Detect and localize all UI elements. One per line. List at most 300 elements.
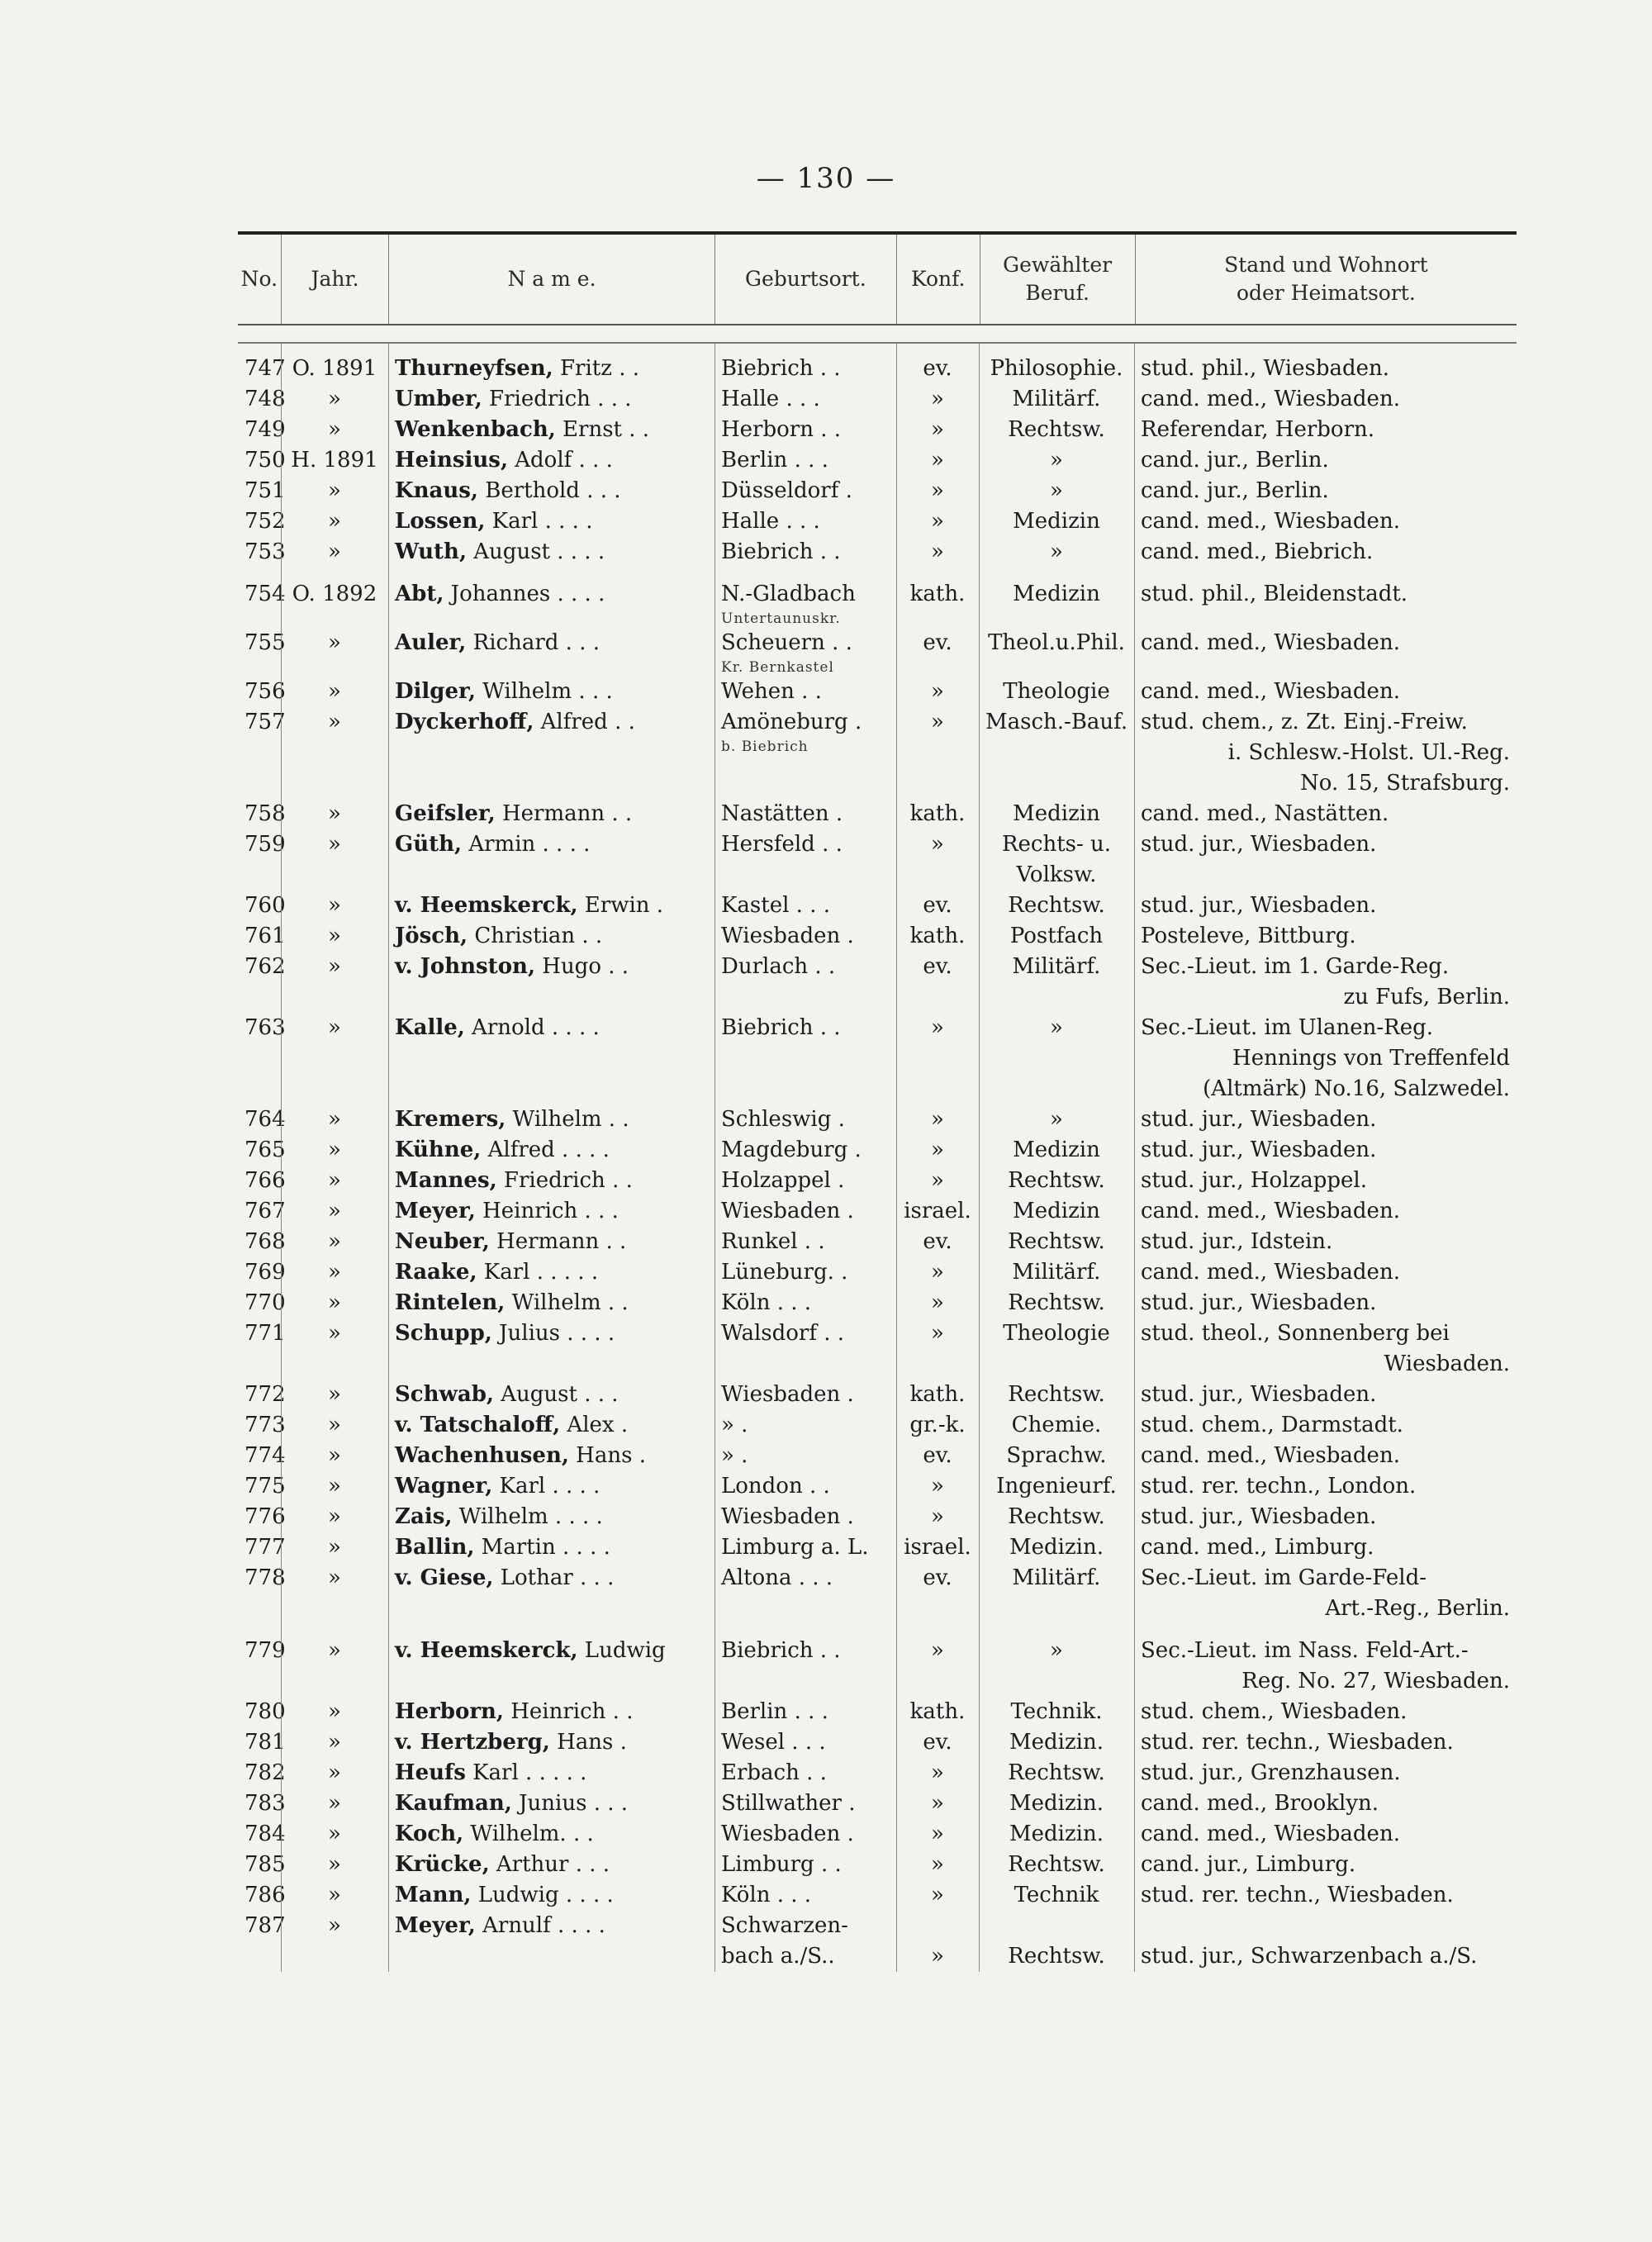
- row-given-name: Heinrich . . .: [475, 1199, 619, 1223]
- row-stand: [1134, 1318, 1517, 1380]
- row-name: [388, 1819, 714, 1850]
- table-row: [238, 476, 1517, 506]
- row-given-name: Hans .: [549, 1730, 627, 1755]
- row-beruf: [979, 1441, 1134, 1471]
- row-year: O. 1892: [292, 582, 377, 606]
- row-surname: Heinsius,: [395, 448, 508, 473]
- row-stand: [1134, 1471, 1517, 1502]
- row-konf-text: »: [931, 1883, 944, 1907]
- row-birthplace: [714, 1318, 896, 1380]
- row-surname: Schwab,: [395, 1382, 494, 1407]
- row-year: »: [328, 1883, 341, 1907]
- table-row: [238, 1727, 1517, 1758]
- header-birthplace: Geburtsort.: [715, 235, 897, 324]
- row-number: 769: [244, 1260, 286, 1285]
- row-stand-cont: Hennings von Treffenfeld: [1232, 1046, 1510, 1071]
- row-beruf-text: Militärf.: [1012, 1260, 1101, 1285]
- row-surname: v. Hertzberg,: [395, 1730, 550, 1755]
- row-surname: Dyckerhoff,: [395, 710, 534, 734]
- row-stand: [1134, 677, 1517, 707]
- row-stand-cont: Art.-Reg., Berlin.: [1325, 1596, 1510, 1621]
- row-year: »: [328, 1638, 341, 1663]
- row-stand: [1134, 1850, 1517, 1880]
- row-birthplace: [714, 1911, 896, 1972]
- row-year: »: [328, 1474, 341, 1499]
- row-birthplace: [714, 506, 896, 537]
- row-surname: v. Heemskerck,: [395, 1638, 578, 1663]
- row-given-name: Armin . . . .: [462, 832, 591, 857]
- row-konf: [896, 384, 979, 415]
- row-birthplace-text: Halle . . .: [721, 387, 820, 411]
- row-konf: [896, 952, 979, 1013]
- row-given-name: Alfred . .: [534, 710, 635, 734]
- row-year: »: [328, 1791, 341, 1816]
- row-surname: Meyer,: [395, 1199, 476, 1223]
- row-given-name: Wilhelm . . .: [475, 679, 613, 704]
- row-year: »: [328, 1504, 341, 1529]
- row-stand: [1134, 1257, 1517, 1288]
- row-stand-text: cand. med., Biebrich.: [1141, 539, 1374, 564]
- row-beruf: [979, 1563, 1134, 1624]
- row-beruf-text: Sprachw.: [1006, 1443, 1107, 1468]
- row-konf: [896, 1318, 979, 1380]
- row-konf-text: »: [931, 1760, 944, 1785]
- row-given-name: Fritz . .: [553, 356, 639, 381]
- row-stand: [1134, 1758, 1517, 1788]
- row-birthplace-text: Wiesbaden .: [721, 1504, 854, 1529]
- row-name: [388, 1135, 714, 1166]
- row-given-name: Johannes . . . .: [444, 582, 605, 606]
- table-row: [238, 1410, 1517, 1441]
- row-konf: [896, 1196, 979, 1227]
- row-number: 762: [244, 954, 286, 979]
- table-row: [238, 1819, 1517, 1850]
- row-birthplace-text: Limburg a. L.: [721, 1535, 869, 1560]
- row-surname: Herborn,: [395, 1699, 504, 1724]
- row-surname: Lossen,: [395, 509, 486, 534]
- row-beruf: [979, 1196, 1134, 1227]
- row-given-name: Christian . .: [468, 924, 603, 948]
- row-birthplace-text: Biebrich . .: [721, 1015, 841, 1040]
- row-beruf-text: Theologie: [1003, 1321, 1110, 1346]
- row-beruf: [979, 1166, 1134, 1196]
- row-surname: Jösch,: [395, 924, 468, 948]
- row-stand-text: cand. med., Wiesbaden.: [1141, 1199, 1400, 1223]
- row-konf: [896, 1758, 979, 1788]
- row-year: »: [328, 1138, 341, 1162]
- row-surname: v. Heemskerck,: [395, 893, 578, 918]
- row-number: 749: [244, 417, 286, 442]
- row-konf: [896, 1911, 979, 1972]
- row-year: »: [328, 1565, 341, 1590]
- row-beruf: [979, 579, 1134, 628]
- row-konf-text: »: [931, 1138, 944, 1162]
- row-surname: Zais,: [395, 1504, 453, 1529]
- table-row: [238, 506, 1517, 537]
- row-beruf-text: »: [1050, 478, 1063, 503]
- row-konf-text: »: [931, 1944, 944, 1969]
- row-number: 778: [244, 1565, 286, 1590]
- row-stand: [1134, 891, 1517, 921]
- row-konf-text: »: [931, 1504, 944, 1529]
- table-row: [238, 384, 1517, 415]
- row-beruf-text: Medizin: [1013, 509, 1100, 534]
- row-konf: [896, 891, 979, 921]
- row-beruf: [979, 1104, 1134, 1135]
- row-number: 781: [244, 1730, 286, 1755]
- row-birthplace: [714, 1013, 896, 1104]
- row-birthplace: [714, 628, 896, 677]
- table-row: [238, 1441, 1517, 1471]
- row-birthplace-note: b. Biebrich: [721, 739, 809, 755]
- row-stand-text: cand. med., Wiesbaden.: [1141, 679, 1400, 704]
- row-number: 770: [244, 1290, 286, 1315]
- row-name: [388, 1636, 714, 1697]
- table-row: [238, 415, 1517, 445]
- row-given-name: Ernst . .: [555, 417, 650, 442]
- row-year: »: [328, 1913, 341, 1938]
- row-beruf-text: Philosophie.: [990, 356, 1123, 381]
- row-name: [388, 1502, 714, 1532]
- row-name: [388, 1697, 714, 1727]
- row-konf-text: »: [931, 1822, 944, 1846]
- row-konf: [896, 1166, 979, 1196]
- row-konf: [896, 1880, 979, 1911]
- row-surname: Wagner,: [395, 1474, 493, 1499]
- row-number: 760: [244, 893, 286, 918]
- table-row: [238, 1380, 1517, 1410]
- row-year: »: [328, 1699, 341, 1724]
- row-stand-cont: Wiesbaden.: [1384, 1351, 1510, 1376]
- row-konf: [896, 1636, 979, 1697]
- row-stand-text: stud. rer. techn., Wiesbaden.: [1141, 1883, 1454, 1907]
- row-birthplace-note: Untertaunuskr.: [721, 610, 841, 627]
- row-beruf-text: Medizin.: [1009, 1535, 1104, 1560]
- row-number: 771: [244, 1321, 286, 1346]
- row-stand: [1134, 1819, 1517, 1850]
- row-name: [388, 1227, 714, 1257]
- row-surname: Raake,: [395, 1260, 477, 1285]
- row-birthplace: [714, 1532, 896, 1563]
- row-konf-text: »: [931, 539, 944, 564]
- row-beruf-text: Medizin.: [1009, 1730, 1104, 1755]
- row-konf-text: ev.: [923, 1565, 952, 1590]
- row-beruf-text: Theologie: [1003, 679, 1110, 704]
- row-konf: [896, 506, 979, 537]
- row-birthplace-text: Scheuern . .: [721, 630, 852, 655]
- row-stand-spacer: [1141, 1911, 1510, 1941]
- table-row: [238, 1532, 1517, 1563]
- row-konf: [896, 354, 979, 384]
- header-name: N a m e.: [389, 235, 714, 324]
- row-konf: [896, 1563, 979, 1624]
- row-birthplace-text: Biebrich . .: [721, 539, 841, 564]
- row-stand-text: stud. theol., Sonnenberg bei: [1141, 1321, 1450, 1346]
- row-stand: [1134, 354, 1517, 384]
- row-birthplace: [714, 1288, 896, 1318]
- row-name: [388, 921, 714, 952]
- row-name: [388, 1758, 714, 1788]
- row-beruf-text: »: [1050, 1107, 1063, 1132]
- row-given-name: August . . .: [493, 1382, 619, 1407]
- row-birthplace-text: Biebrich . .: [721, 1638, 841, 1663]
- row-beruf: [979, 1227, 1134, 1257]
- row-name: [388, 579, 714, 628]
- row-birthplace-text: Halle . . .: [721, 509, 820, 534]
- table-row: [238, 1318, 1517, 1380]
- row-beruf: [979, 829, 1134, 891]
- row-given-name: Adolf . . .: [508, 448, 613, 473]
- row-konf: [896, 1227, 979, 1257]
- row-stand: [1134, 1563, 1517, 1624]
- row-stand: [1134, 1788, 1517, 1819]
- row-stand-text: stud. jur., Wiesbaden.: [1141, 1504, 1377, 1529]
- row-surname: Ballin,: [395, 1535, 475, 1560]
- row-beruf: [979, 1380, 1134, 1410]
- row-stand-text: cand. med., Wiesbaden.: [1141, 630, 1400, 655]
- row-stand: [1134, 476, 1517, 506]
- row-konf-text: kath.: [909, 1382, 966, 1407]
- row-beruf-text: Medizin: [1013, 801, 1100, 826]
- row-number: 753: [244, 539, 286, 564]
- row-name: [388, 1196, 714, 1227]
- row-surname: Kaufman,: [395, 1791, 512, 1816]
- row-year: »: [328, 801, 341, 826]
- row-stand-text: stud. jur., Wiesbaden.: [1141, 1138, 1377, 1162]
- row-year: »: [328, 1229, 341, 1254]
- row-konf: [896, 1727, 979, 1758]
- row-stand-text: stud. rer. techn., London.: [1141, 1474, 1417, 1499]
- row-beruf: [979, 445, 1134, 476]
- row-name: [388, 1166, 714, 1196]
- row-beruf: [979, 384, 1134, 415]
- row-given-name: Friedrich . . .: [482, 387, 632, 411]
- row-beruf: [979, 952, 1134, 1013]
- row-beruf-text: Medizin: [1013, 582, 1100, 606]
- row-given-name: Alex .: [560, 1413, 629, 1437]
- row-birthplace: [714, 829, 896, 891]
- row-konf: [896, 1257, 979, 1288]
- row-stand-text: stud. chem., Darmstadt.: [1141, 1413, 1403, 1437]
- row-birthplace: [714, 354, 896, 384]
- row-stand-text: stud. jur., Wiesbaden.: [1141, 832, 1377, 857]
- row-surname: Meyer,: [395, 1913, 476, 1938]
- table-row: [238, 354, 1517, 384]
- row-surname: Wachenhusen,: [395, 1443, 569, 1468]
- row-year: »: [328, 1382, 341, 1407]
- row-year: »: [328, 387, 341, 411]
- row-beruf-text: Technik: [1014, 1883, 1099, 1907]
- row-stand: [1134, 799, 1517, 829]
- row-beruf-text: Medizin: [1013, 1138, 1100, 1162]
- row-given-name: Karl . . . .: [485, 509, 593, 534]
- row-name: [388, 628, 714, 677]
- row-stand: [1134, 1196, 1517, 1227]
- table-row: [238, 1788, 1517, 1819]
- row-beruf-text: Rechtsw.: [1008, 417, 1105, 442]
- row-birthplace-text: Berlin . . .: [721, 448, 828, 473]
- row-konf: [896, 1135, 979, 1166]
- row-name: [388, 1471, 714, 1502]
- row-given-name: Friedrich . .: [496, 1168, 633, 1193]
- register-table: [238, 231, 1517, 1972]
- header-year: Jahr.: [282, 235, 390, 324]
- row-number: 751: [244, 478, 286, 503]
- table-row: [238, 445, 1517, 476]
- row-konf: [896, 1819, 979, 1850]
- row-konf-text: »: [931, 1168, 944, 1193]
- row-beruf: [979, 1788, 1134, 1819]
- row-stand: [1134, 506, 1517, 537]
- row-beruf: [979, 506, 1134, 537]
- row-given-name: Arthur . . .: [489, 1852, 610, 1877]
- row-year: »: [328, 679, 341, 704]
- row-konf-text: »: [931, 509, 944, 534]
- header-no: No.: [238, 235, 282, 324]
- row-birthplace-text: Limburg . .: [721, 1852, 842, 1877]
- row-name: [388, 707, 714, 799]
- row-given-name: Arnulf . . . .: [475, 1913, 605, 1938]
- row-number: 779: [244, 1638, 286, 1663]
- row-number: 748: [244, 387, 286, 411]
- row-number: 765: [244, 1138, 286, 1162]
- row-stand-text: stud. chem., z. Zt. Einj.-Freiw.: [1141, 710, 1468, 734]
- row-beruf: [979, 1819, 1134, 1850]
- row-given-name: Wilhelm . . . .: [452, 1504, 603, 1529]
- row-konf-text: ev.: [923, 893, 952, 918]
- row-konf-text: kath.: [909, 801, 966, 826]
- row-beruf: [979, 537, 1134, 568]
- table-row: [238, 628, 1517, 677]
- row-birthplace-text: Erbach . .: [721, 1760, 827, 1785]
- row-konf-text: »: [931, 1852, 944, 1877]
- row-birthplace-text: Stillwather .: [721, 1791, 856, 1816]
- row-name: [388, 1013, 714, 1104]
- row-beruf-text: Medizin: [1013, 1199, 1100, 1223]
- row-konf-text: »: [931, 1015, 944, 1040]
- row-birthplace-text: Runkel . .: [721, 1229, 825, 1254]
- row-beruf-text: Rechtsw.: [1008, 1382, 1105, 1407]
- row-number: 754: [244, 582, 286, 606]
- row-year: »: [328, 1199, 341, 1223]
- row-birthplace: [714, 1636, 896, 1697]
- row-birthplace-text: Nastätten .: [721, 801, 843, 826]
- row-given-name: Alfred . . . .: [481, 1138, 610, 1162]
- row-birthplace: [714, 1563, 896, 1624]
- row-konf-text: ev.: [923, 954, 952, 979]
- row-number: 780: [244, 1699, 286, 1724]
- row-beruf: [979, 921, 1134, 952]
- table-row: [238, 1911, 1517, 1972]
- row-beruf: [979, 1471, 1134, 1502]
- row-konf-text: ev.: [923, 1229, 952, 1254]
- row-birthplace: [714, 1788, 896, 1819]
- row-name: [388, 384, 714, 415]
- row-stand-text: stud. phil., Bleidenstadt.: [1141, 582, 1408, 606]
- row-stand: [1134, 1135, 1517, 1166]
- row-beruf-text: »: [1050, 539, 1063, 564]
- row-konf: [896, 677, 979, 707]
- row-name: [388, 1441, 714, 1471]
- row-beruf-text: Rechtsw.: [1008, 1229, 1105, 1254]
- row-number: 787: [244, 1913, 286, 1938]
- row-year: »: [328, 478, 341, 503]
- row-konf-text: israel.: [904, 1535, 971, 1560]
- row-year: »: [328, 832, 341, 857]
- row-konf-text: »: [931, 417, 944, 442]
- row-surname: v. Tatschaloff,: [395, 1413, 561, 1437]
- row-konf-text: »: [931, 679, 944, 704]
- row-beruf-text: Rechtsw.: [1008, 1290, 1105, 1315]
- row-konf-text: »: [931, 387, 944, 411]
- row-birthplace: [714, 952, 896, 1013]
- row-stand-text: stud. jur., Wiesbaden.: [1141, 893, 1377, 918]
- table-row: [238, 1850, 1517, 1880]
- table-row: [238, 677, 1517, 707]
- row-beruf-text: Militärf.: [1012, 1565, 1101, 1590]
- row-surname: Geifsler,: [395, 801, 496, 826]
- row-given-name: Julius . . . .: [491, 1321, 615, 1346]
- row-stand: [1134, 1727, 1517, 1758]
- row-surname: Knaus,: [395, 478, 478, 503]
- row-given-name: Richard . . .: [466, 630, 600, 655]
- row-stand-text: cand. med., Wiesbaden.: [1141, 387, 1400, 411]
- row-konf: [896, 1380, 979, 1410]
- row-beruf-text: Rechtsw.: [1008, 1504, 1105, 1529]
- table-row: [238, 1104, 1517, 1135]
- row-birthplace: [714, 1819, 896, 1850]
- row-birthplace-text: Wiesbaden .: [721, 924, 854, 948]
- row-beruf: [979, 354, 1134, 384]
- row-given-name: Hugo . .: [535, 954, 629, 979]
- row-name: [388, 1911, 714, 1972]
- row-given-name: Arnold . . . .: [464, 1015, 600, 1040]
- row-birthplace-text: Köln . . .: [721, 1290, 812, 1315]
- row-birthplace-text: » .: [721, 1443, 748, 1468]
- row-konf-text: kath.: [909, 582, 966, 606]
- row-name: [388, 952, 714, 1013]
- row-konf: [896, 707, 979, 799]
- row-stand: [1134, 1013, 1517, 1104]
- row-stand: [1134, 1441, 1517, 1471]
- row-beruf: [979, 1135, 1134, 1166]
- row-birthplace-text: Schleswig .: [721, 1107, 845, 1132]
- row-year: »: [328, 539, 341, 564]
- row-name: [388, 799, 714, 829]
- row-konf-text: »: [931, 1638, 944, 1663]
- row-beruf: [979, 1636, 1134, 1697]
- row-surname: Rintelen,: [395, 1290, 506, 1315]
- row-stand-text: Sec.-Lieut. im Ulanen-Reg.: [1141, 1015, 1433, 1040]
- row-stand-text: stud. jur., Holzappel.: [1141, 1168, 1367, 1193]
- row-beruf: [979, 1257, 1134, 1288]
- row-konf: [896, 537, 979, 568]
- row-given-name: Heinrich . .: [503, 1699, 634, 1724]
- row-stand-text: stud. jur., Grenzhausen.: [1141, 1760, 1401, 1785]
- row-number: 763: [244, 1015, 286, 1040]
- row-birthplace-text: Lüneburg. .: [721, 1260, 848, 1285]
- row-surname: Umber,: [395, 387, 482, 411]
- row-stand-cont: Reg. No. 27, Wiesbaden.: [1241, 1669, 1510, 1693]
- row-birthplace-text: London . .: [721, 1474, 830, 1499]
- row-beruf: [979, 1288, 1134, 1318]
- row-surname: Krücke,: [395, 1852, 490, 1877]
- row-given-name: Martin . . . .: [474, 1535, 610, 1560]
- row-year: »: [328, 1107, 341, 1132]
- table-row: [238, 1636, 1517, 1697]
- row-stand: [1134, 1636, 1517, 1697]
- row-stand-text: Referendar, Herborn.: [1141, 417, 1375, 442]
